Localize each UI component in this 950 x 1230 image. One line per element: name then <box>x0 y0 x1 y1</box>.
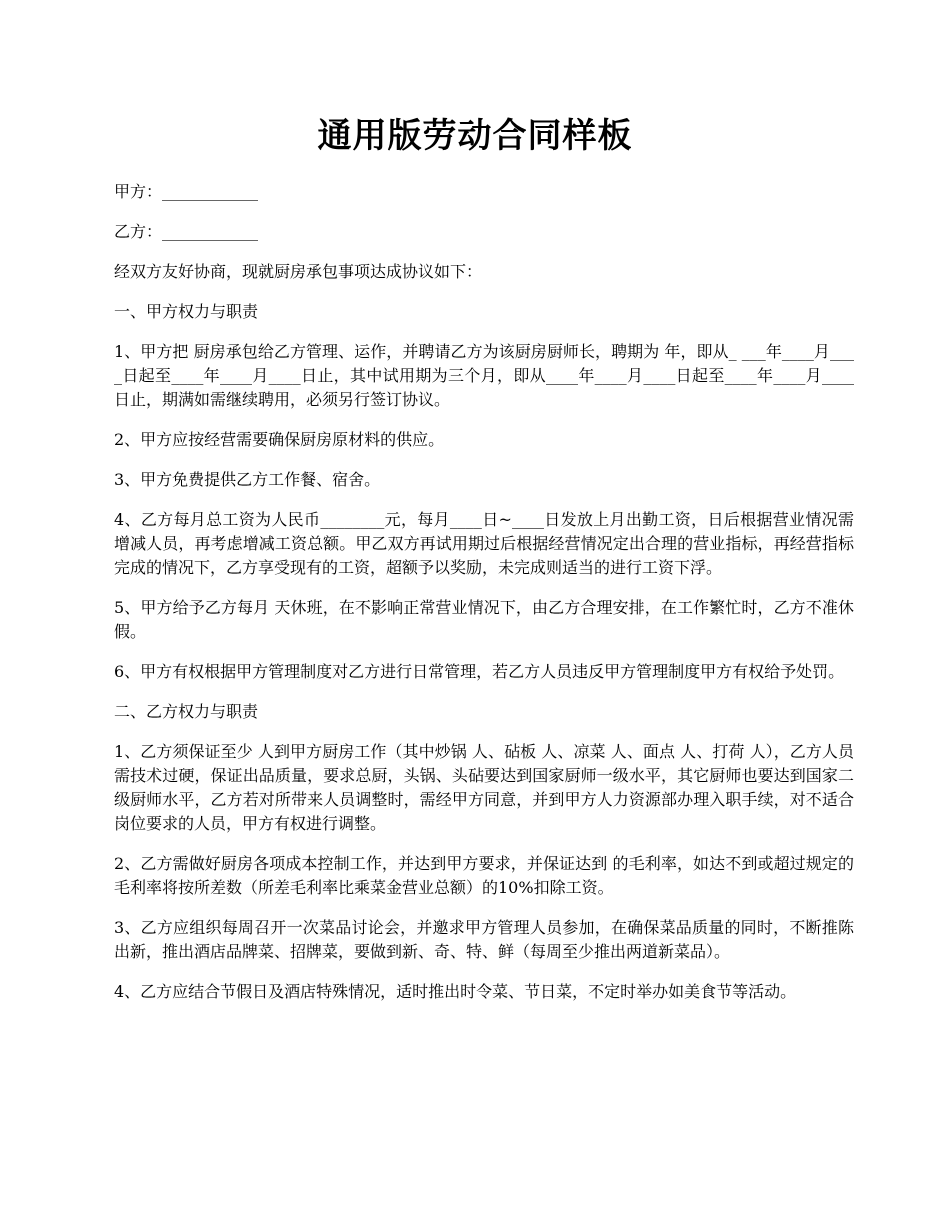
section-2-item-2: 2、乙方需做好厨房各项成本控制工作，并达到甲方要求，并保证达到 的毛利率，如达不到或超过规定的毛利率将按所差数（所差毛利率比乘菜金营业总额）的10%扣除工资。 <box>114 854 854 897</box>
section-1-item-1: 1、甲方把 厨房承包给乙方管理、运作，并聘请乙方为该厨房厨师长，聘期为 年，即从_ ___年____月____日起至____年____月____日止，其中试用期为三个月，即从____年____月____日起至____年____月____日止，期满如需继续聘用，必须另行签订协议。 <box>114 342 854 409</box>
section-1-heading: 一、甲方权力与职责 <box>114 302 259 321</box>
party-b-line: 乙方：____________ <box>114 222 259 241</box>
document-title: 通用版劳动合同样板 <box>317 116 633 156</box>
section-1-item-3: 3、甲方免费提供乙方工作餐、宿舍。 <box>114 470 381 489</box>
section-1-item-4: 4、乙方每月总工资为人民币________元，每月____日~____日发放上月出勤工资，日后根据营业情况需增减人员，再考虑增减工资总额。甲乙双方再试用期过后根据经营情况定出合理的营业指标，再经营指标完成的情况下，乙方享受现有的工资，超额予以奖励，未完成则适当的进行工资下浮。 <box>114 510 854 577</box>
document-body <box>114 180 854 1020</box>
intro-paragraph: 经双方友好协商，现就厨房承包事项达成协议如下： <box>114 262 483 281</box>
section-2-item-1: 1、乙方须保证至少 人到甲方厨房工作（其中炒锅 人、砧板 人、凉菜 人、面点 人、打荷 人），乙方人员需技术过硬，保证出品质量，要求总厨，头锅、头砧要达到国家厨师一级水平，其它厨师也要达到国家二级厨师水平，乙方若对所带来人员调整时，需经甲方同意，并到甲方人力资源部办理入职手续，对不适合岗位要求的人员，甲方有权进行调整。 <box>114 742 854 833</box>
section-1-item-5: 5、甲方给予乙方每月 天休班，在不影响正常营业情况下，由乙方合理安排，在工作繁忙时，乙方不准休假。 <box>114 598 854 641</box>
section-2-item-4: 4、乙方应结合节假日及酒店特殊情况，适时推出时令菜、节日菜，不定时举办如美食节等活动。 <box>114 982 797 1001</box>
section-2-item-3: 3、乙方应组织每周召开一次菜品讨论会，并邀求甲方管理人员参加，在确保菜品质量的同时，不断推陈出新，推出酒店品牌菜、招牌菜，要做到新、奇、特、鲜（每周至少推出两道新菜品）。 <box>114 918 854 961</box>
section-1-item-2: 2、甲方应按经营需要确保厨房原材料的供应。 <box>114 430 445 449</box>
section-2-heading: 二、乙方权力与职责 <box>114 702 259 721</box>
party-a-line: 甲方：____________ <box>114 182 259 201</box>
section-1-item-6: 6、甲方有权根据甲方管理制度对乙方进行日常管理，若乙方人员违反甲方管理制度甲方有权给予处罚。 <box>114 662 845 681</box>
